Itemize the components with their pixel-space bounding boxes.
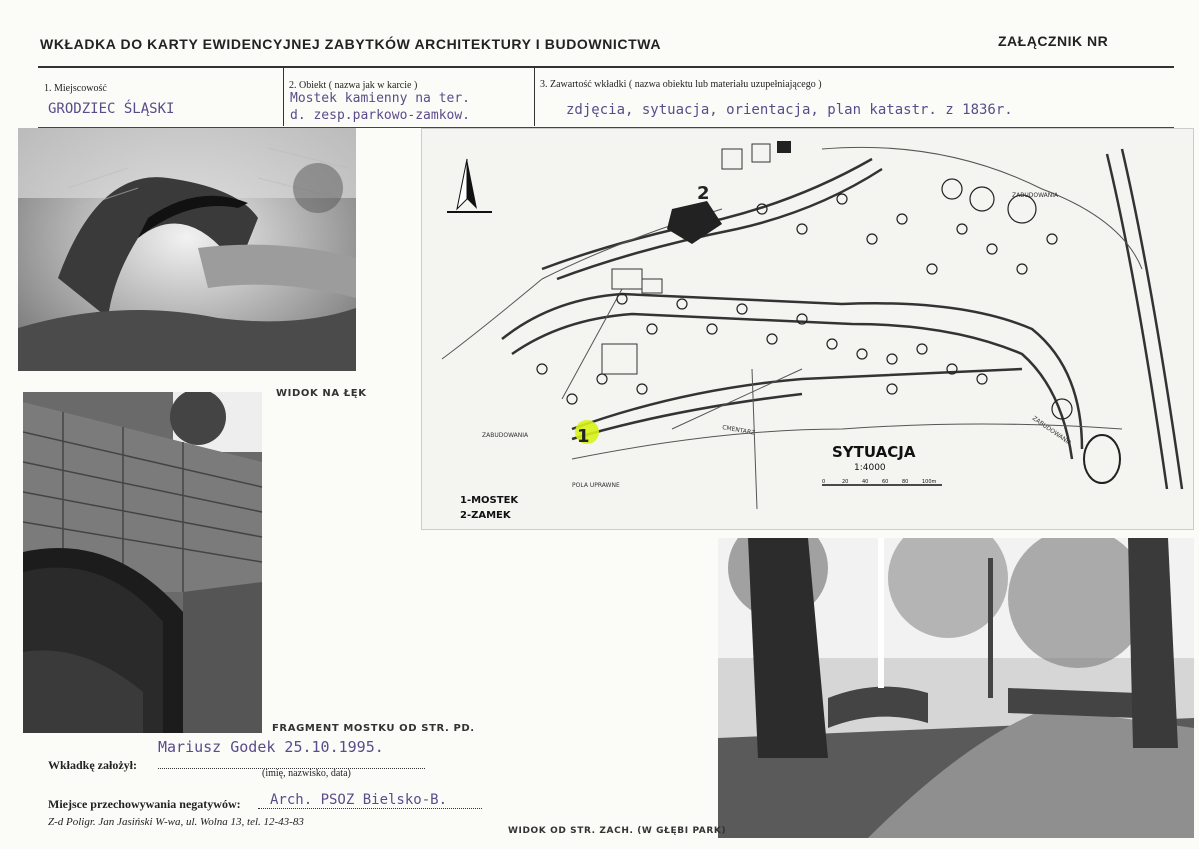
map-marker-castle: 2: [697, 183, 710, 204]
founder-label: Wkładkę założył:: [48, 758, 137, 772]
attachment-number-label: ZAŁĄCZNIK NR: [998, 33, 1109, 49]
founder-hint: (imię, nazwisko, data): [262, 768, 351, 779]
printer-imprint: Z-d Poligr. Jan Jasiński W-wa, ul. Wolna 13, tel. 12-43-83: [48, 816, 304, 828]
site-plan-map: [421, 128, 1194, 530]
scale-tick-0: 0: [822, 479, 826, 485]
field-location-label: 1. Miejscowość: [44, 83, 107, 94]
field-object-label: 2. Obiekt ( nazwa jak w karcie ): [289, 80, 418, 91]
site-plan-drawing: [422, 129, 1193, 529]
scale-tick-80: 80: [902, 479, 909, 485]
form-title: WKŁADKA DO KARTY EWIDENCYJNEJ ZABYTKÓW ARCHITEKTURY I BUDOWNICTWA: [40, 36, 662, 52]
map-label-fields: POLA UPRAWNE: [572, 482, 620, 489]
photo-bridge-arch: [18, 128, 356, 371]
caption-photo-arch: WIDOK NA ŁĘK: [276, 388, 367, 399]
map-title: SYTUACJA: [832, 443, 916, 461]
field-divider-2: [534, 68, 535, 126]
map-marker-bridge: 1: [577, 426, 590, 447]
field-divider-1: [283, 68, 284, 126]
photo-west-view: [718, 538, 1194, 838]
map-label-buildings-left: ZABUDOWANIA: [482, 432, 529, 439]
map-scale: 1:4000: [854, 463, 886, 473]
photo-bridge-fragment-image: [23, 392, 262, 733]
photo-bridge-fragment: [23, 392, 262, 733]
scale-tick-100: 100m: [922, 479, 937, 485]
field-contents-label: 3. Zawartość wkładki ( nazwa obiektu lub materiału uzupełniającego ): [540, 79, 822, 90]
map-label-buildings-top: ZABUDOWANIA: [1012, 192, 1059, 199]
storage-dotted-line: [258, 808, 482, 809]
photo-bridge-arch-image: [18, 128, 356, 371]
scale-tick-60: 60: [882, 479, 889, 485]
field-location-value: GRODZIEC ŚLĄSKI: [48, 101, 175, 117]
scale-tick-40: 40: [862, 479, 869, 485]
storage-value: Arch. PSOZ Bielsko-B.: [270, 792, 448, 808]
map-label-cemetery: CMENTARZ: [721, 424, 756, 437]
map-label-buildings-right: ZABUDOWANIA: [1030, 414, 1073, 448]
caption-photo-west: WIDOK OD STR. ZACH. (W GŁĘBI PARK): [508, 826, 727, 836]
photo-west-view-image: [718, 538, 1194, 838]
field-object-value-line1: Mostek kamienny na ter.: [290, 91, 471, 106]
header-divider: [38, 66, 1174, 68]
founder-value: Mariusz Godek 25.10.1995.: [158, 738, 384, 756]
map-legend-bridge: 1-MOSTEK: [460, 495, 519, 506]
caption-photo-fragment: FRAGMENT MOSTKU OD STR. PD.: [272, 723, 475, 734]
map-legend-castle: 2-ZAMEK: [460, 510, 511, 521]
scale-tick-20: 20: [842, 479, 849, 485]
field-contents-value: zdjęcia, sytuacja, orientacja, plan katastr. z 1836r.: [566, 102, 1013, 118]
field-object-value-line2: d. zesp.parkowo-zamkow.: [290, 108, 471, 123]
storage-label: Miejsce przechowywania negatywów:: [48, 797, 241, 811]
